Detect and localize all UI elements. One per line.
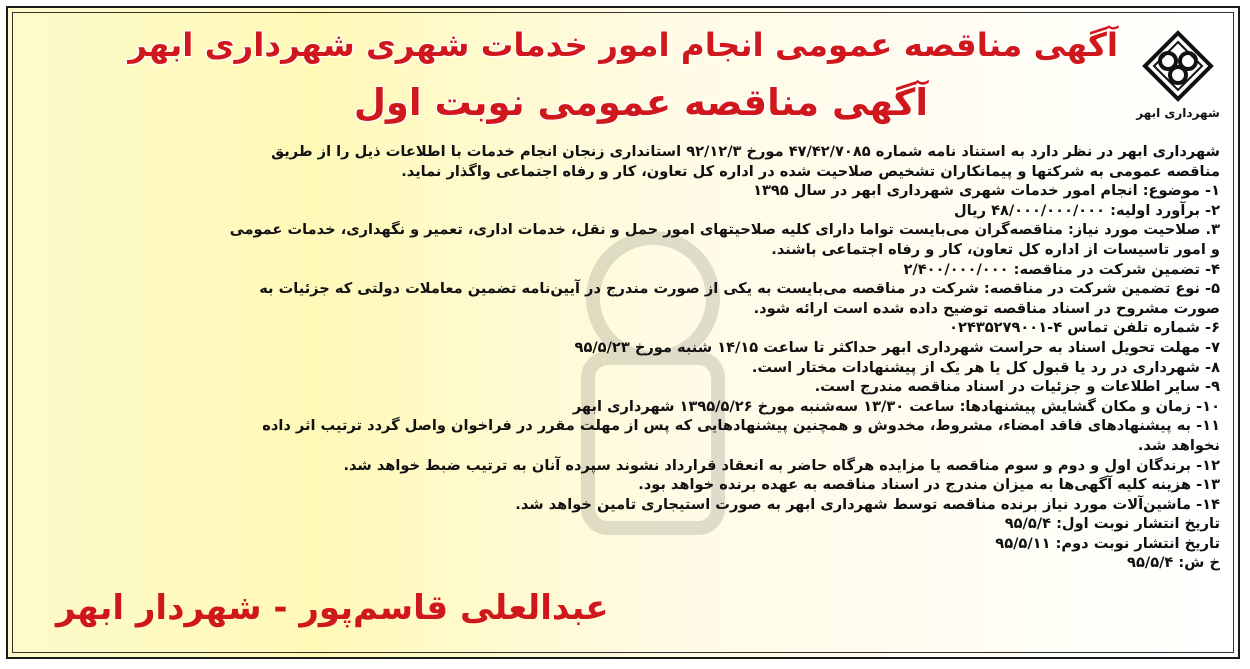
- publish-date-second: تاریخ انتشار نوبت دوم: ۹۵/۵/۱۱: [995, 534, 1220, 552]
- municipality-logo: [1132, 30, 1224, 134]
- body-line: ۴- تضمین شرکت در مناقصه: ۲/۴۰۰/۰۰۰/۰۰۰: [903, 260, 1220, 278]
- body-line: شهرداری ابهر در نظر دارد به استناد نامه شماره ۴۷/۴۲/۷۰۸۵ مورخ ۹۲/۱۲/۳ استانداری زنجان انجام خدمات با اطلاعات ذیل را از طریق: [271, 143, 1220, 160]
- logo-caption: شهرداری ابهر: [1136, 106, 1220, 120]
- body-line: ۱۱- به پیشنهادهای فاقد امضاء، مشروط، مخدوش و همچنین پیشنهادهایی که پس از مهلت مقرر در فراخوان واصل گردد ترتیب اثر داده: [262, 417, 1220, 435]
- body-line: ۱۲- برندگان اول و دوم و سوم مناقصه یا مزایده هرگاه حاضر به انعقاد قرارداد نشوند سپرده آنان به ترتیب ضبط خواهد شد.: [343, 456, 1220, 474]
- notice-body: [15, 142, 1220, 573]
- body-line: ۱۳- هزینه کلیه آگهی‌ها به میزان مندرج در اسناد مناقصه به عهده برنده خواهد بود.: [638, 476, 1220, 494]
- body-line: ۸- شهرداری در رد یا قبول کل یا هر یک از پیشنهادات مختار است.: [751, 358, 1220, 376]
- advertisement-frame: [6, 6, 1240, 659]
- body-line: صورت مشروح در اسناد مناقصه توضیح داده شده است ارائه شود.: [753, 299, 1220, 317]
- reference-code: خ ش: ۹۵/۵/۴: [1127, 554, 1220, 572]
- body-line: ۶- شماره تلفن تماس ۴-۰۲۴۳۵۲۷۹۰۰۱: [949, 319, 1220, 337]
- body-line: ۱۴- ماشین‌آلات مورد نیاز برنده مناقصه توسط شهرداری ابهر به صورت استیجاری تامین خواهد شد.: [515, 495, 1220, 513]
- publish-date-first: تاریخ انتشار نوبت اول: ۹۵/۵/۴: [1004, 515, 1220, 533]
- main-title: آگهی مناقصه عمومی انجام امور خدمات شهری شهرداری ابهر: [128, 26, 1118, 64]
- abhar-emblem-icon: [1142, 30, 1214, 104]
- body-line: ۷- مهلت تحویل اسناد به حراست شهرداری ابهر حداکثر تا ساعت ۱۴/۱۵ شنبه مورخ ۹۵/۵/۲۳: [574, 338, 1220, 356]
- body-line: ۱۰- زمان و مکان گشایش پیشنهادها: ساعت ۱۳/۳۰ سه‌شنبه مورخ ۱۳۹۵/۵/۲۶ شهرداری ابهر: [572, 397, 1220, 415]
- body-line: ۱- موضوع: انجام امور خدمات شهری شهرداری ابهر در سال ۱۳۹۵: [753, 182, 1220, 200]
- body-line: ۹- سایر اطلاعات و جزئیات در اسناد مناقصه مندرج است.: [814, 378, 1220, 396]
- body-line: مناقصه عمومی به شرکتها و پیمانکاران تشخیص صلاحیت شده در اداره کل تعاون، کار و رفاه اجتماعی واگذار نماید.: [401, 162, 1220, 180]
- mayor-signature: عبدالعلی قاسم‌پور - شهردار ابهر: [56, 588, 609, 628]
- sub-title: آگهی مناقصه عمومی نوبت اول: [353, 81, 928, 124]
- body-line: ۳. صلاحیت مورد نیاز: مناقصه‌گران می‌بایست تواما دارای کلیه صلاحیتهای امور حمل و نقل، خدمات اداری، تعمیر و نگهداری، خدمات عمومی: [229, 221, 1220, 239]
- body-line: ۲- برآورد اولیه: ۴۸/۰۰۰/۰۰۰/۰۰۰ ریال: [953, 201, 1220, 219]
- body-line: و امور تاسیسات از اداره کل تعاون، کار و رفاه اجتماعی باشند.: [771, 240, 1220, 258]
- body-line: نخواهد شد.: [1137, 436, 1220, 454]
- body-line: ۵- نوع تضمین شرکت در مناقصه: شرکت در مناقصه می‌بایست به یکی از صورت مندرج در آیین‌نامه تضمین معاملات دولتی که جزئیات به: [259, 280, 1220, 298]
